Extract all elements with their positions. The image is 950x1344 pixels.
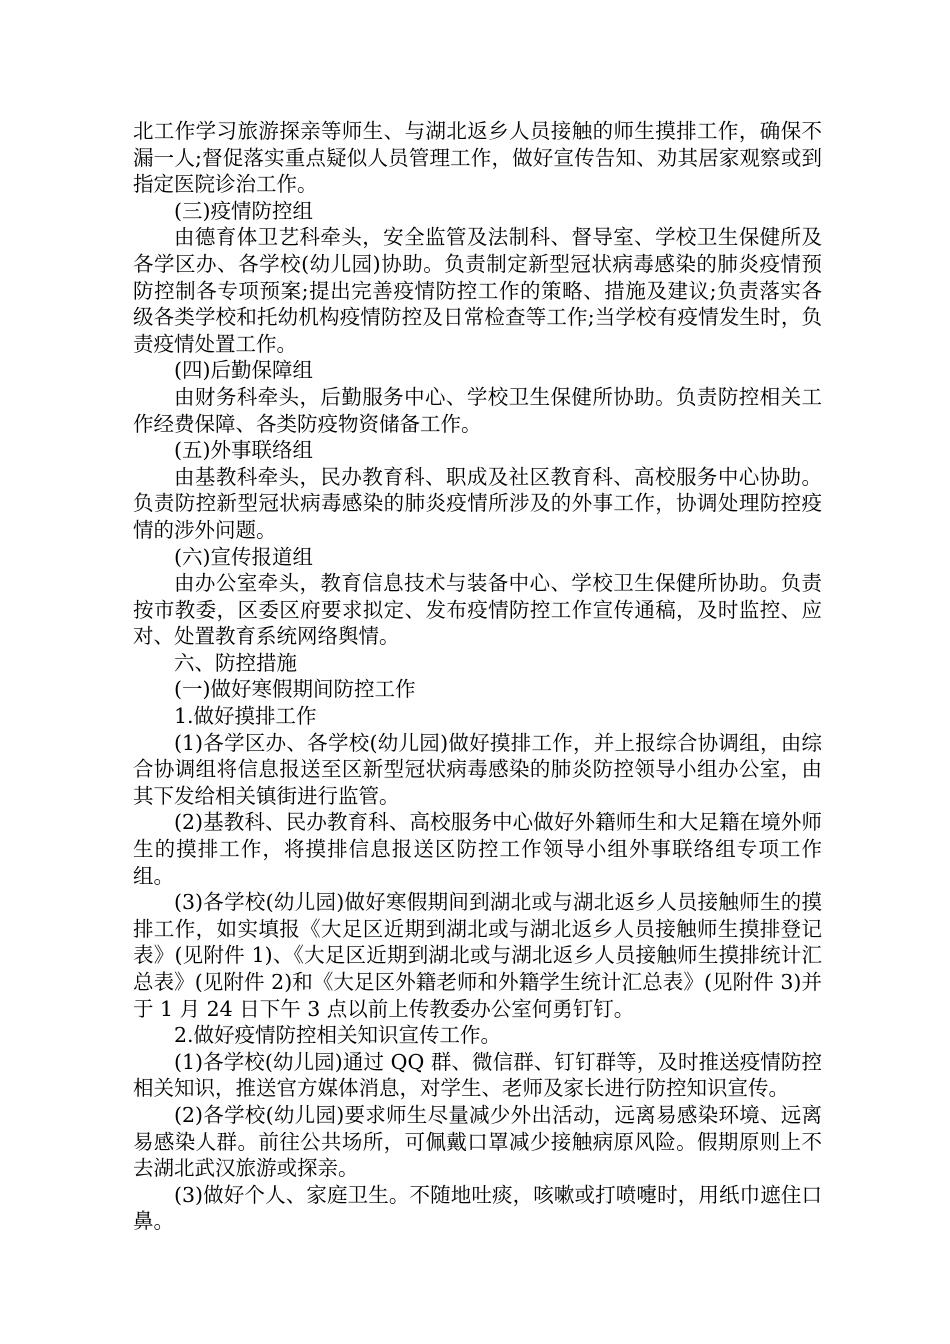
paragraph: (1)各学区办、各学校(幼儿园)做好摸排工作，并上报综合协调组，由综合协调组将信息报送至区新型冠状病毒感染的肺炎防控领导小组办公室，由其下发给相关镇街进行监管。	[133, 730, 822, 808]
section-heading: (四)后勤保障组	[174, 358, 313, 383]
chapter-heading: 六、防控措施	[174, 650, 297, 675]
document-body	[133, 118, 822, 1235]
subsection-heading: 2.做好疫情防控相关知识宣传工作。	[174, 1023, 502, 1048]
paragraph: (2)基教科、民办教育科、高校服务中心做好外籍师生和大足籍在境外师生的摸排工作，将摸排信息报送区防控工作领导小组外事联络组专项工作组。	[133, 810, 822, 888]
subsection-heading: 1.做好摸排工作	[174, 704, 317, 729]
section-heading: (五)外事联络组	[174, 438, 313, 463]
section-heading: (三)疫情防控组	[174, 198, 313, 223]
paragraph: (3)做好个人、家庭卫生。不随地吐痰，咳嗽或打喷嚏时，用纸巾遮住口鼻。	[133, 1182, 822, 1234]
paragraph: 由办公室牵头，教育信息技术与装备中心、学校卫生保健所协助。负责按市教委，区委区府要求拟定、发布疫情防控工作宣传通稿，及时监控、应对、处置教育系统网络舆情。	[133, 571, 822, 649]
paragraph: (3)各学校(幼儿园)做好寒假期间到湖北或与湖北返乡人员接触师生的摸排工作，如实填报《大足区近期到湖北或与湖北返乡人员接触师生摸排登记表》(见附件 1)、《大足区近期到湖北或与湖北返乡人员接触师生摸排统计汇总表》(见附件 2)和《大足区外籍老师和外籍学生统计汇总表》(见附件 3)并于 1 月 24 日下午 3 点以前上传教委办公室何勇钉钉。	[133, 890, 822, 1021]
paragraph: 北工作学习旅游探亲等师生、与湖北返乡人员接触的师生摸排工作，确保不漏一人;督促落实重点疑似人员管理工作，做好宣传告知、劝其居家观察或到指定医院诊治工作。	[133, 119, 822, 197]
section-heading: (一)做好寒假期间防控工作	[174, 677, 416, 702]
paragraph: 由基教科牵头，民办教育科、职成及社区教育科、高校服务中心协助。负责防控新型冠状病毒感染的肺炎疫情所涉及的外事工作，协调处理防控疫情的涉外问题。	[133, 464, 822, 542]
paragraph: 由财务科牵头，后勤服务中心、学校卫生保健所协助。负责防控相关工作经费保障、各类防疫物资储备工作。	[133, 384, 822, 436]
section-heading: (六)宣传报道组	[174, 544, 313, 569]
paragraph: (1)各学校(幼儿园)通过 QQ 群、微信群、钉钉群等，及时推送疫情防控相关知识，推送官方媒体消息，对学生、老师及家长进行防控知识宣传。	[133, 1049, 822, 1101]
paragraph: 由德育体卫艺科牵头，安全监管及法制科、督导室、学校卫生保健所及各学区办、各学校(幼儿园)协助。负责制定新型冠状病毒感染的肺炎疫情预防控制各专项预案;提出完善疫情防控工作的策略、措施及建议;负责落实各级各类学校和托幼机构疫情防控及日常检查等工作;当学校有疫情发生时，负责疫情处置工作。	[133, 225, 822, 356]
paragraph: (2)各学校(幼儿园)要求师生尽量减少外出活动，远离易感染环境、远离易感染人群。前往公共场所，可佩戴口罩减少接触病原风险。假期原则上不去湖北武汉旅游或探亲。	[133, 1102, 822, 1181]
